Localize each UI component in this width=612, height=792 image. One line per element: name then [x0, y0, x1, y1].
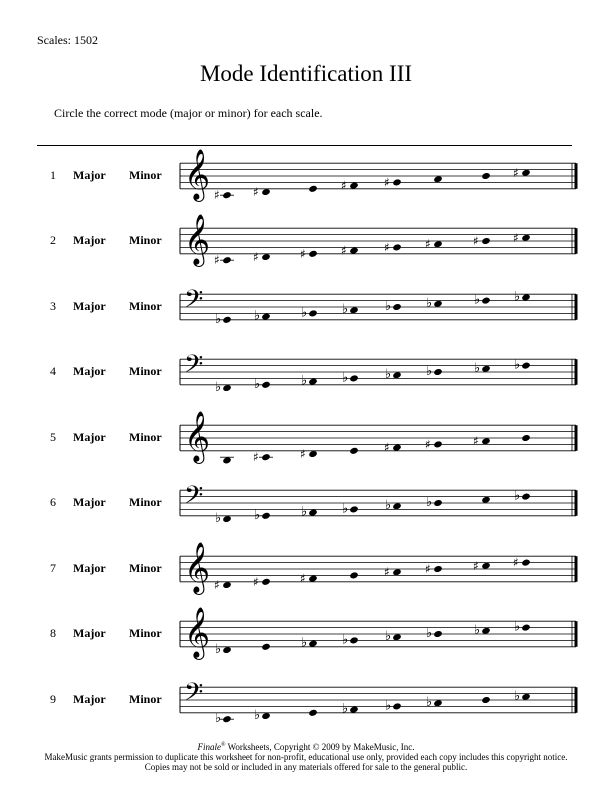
flat-icon: ♭: [426, 695, 433, 711]
flat-icon: ♭: [385, 299, 392, 314]
notehead: [349, 636, 359, 644]
note: [514, 358, 531, 373]
note: [514, 289, 531, 304]
sharp-icon: ♯: [473, 558, 479, 573]
bass-clef-icon: 𝄢: [184, 678, 204, 713]
note: [215, 511, 232, 526]
note: [253, 250, 271, 264]
flat-icon: ♭: [514, 289, 521, 305]
notehead: [261, 453, 271, 461]
flat-icon: ♭: [215, 642, 222, 657]
sharp-icon: ♯: [300, 571, 306, 586]
music-staff: [0, 408, 612, 468]
major-option[interactable]: Major: [73, 168, 106, 182]
minor-option[interactable]: Minor: [129, 561, 162, 575]
flat-icon: ♭: [254, 708, 261, 723]
exercise-number: 3: [50, 299, 56, 313]
major-option[interactable]: Major: [73, 561, 106, 575]
note: [521, 434, 531, 442]
major-option[interactable]: Major: [73, 692, 106, 706]
notehead: [349, 505, 359, 513]
music-staff: [0, 473, 612, 533]
notehead: [222, 316, 232, 324]
flat-icon: ♭: [385, 498, 392, 514]
note: [474, 293, 491, 308]
sharp-icon: ♯: [473, 434, 479, 449]
note: [473, 434, 491, 448]
note: [220, 456, 234, 464]
flat-icon: ♭: [342, 701, 349, 717]
note: [513, 166, 531, 180]
notehead: [308, 309, 318, 317]
note: [342, 370, 359, 385]
notehead: [433, 565, 443, 573]
note: [342, 702, 359, 717]
note: [254, 508, 271, 523]
notehead: [521, 434, 531, 442]
note: [481, 172, 491, 180]
music-staff: [0, 539, 612, 599]
exercise-number: 1: [50, 168, 56, 182]
notehead: [481, 696, 491, 704]
note: [473, 559, 491, 573]
note: [214, 253, 234, 267]
notehead: [521, 362, 531, 370]
exercise-number: 8: [50, 626, 56, 640]
exercise-number: 2: [50, 233, 56, 247]
exercise-number: 4: [50, 364, 56, 378]
notehead: [222, 256, 232, 264]
treble-clef-icon: 𝄞: [184, 214, 211, 265]
sharp-icon: ♯: [253, 574, 259, 589]
note: [341, 179, 359, 193]
flat-icon: ♭: [254, 507, 261, 523]
bass-clef-icon: 𝄢: [184, 285, 204, 320]
treble-clef-icon: 𝄞: [184, 411, 211, 462]
music-staff: [0, 342, 612, 402]
notehead: [222, 191, 232, 199]
exercise-number: 5: [50, 430, 56, 444]
notehead: [433, 368, 443, 376]
flat-icon: ♭: [301, 305, 308, 321]
flat-icon: ♭: [426, 364, 433, 379]
sharp-icon: ♯: [513, 165, 519, 180]
note: [426, 495, 443, 510]
footer-copyright: Worksheets, Copyright © 2009 by MakeMusic, Inc.: [225, 742, 415, 752]
note: [341, 244, 359, 258]
flat-icon: ♭: [342, 501, 349, 517]
minor-option[interactable]: Minor: [129, 626, 162, 640]
footer-registered-mark: ®: [221, 742, 226, 748]
note: [474, 623, 491, 638]
major-option[interactable]: Major: [73, 430, 106, 444]
flat-icon: ♭: [215, 311, 222, 327]
note: [253, 450, 273, 464]
sharp-icon: ♯: [214, 253, 220, 268]
sharp-icon: ♯: [253, 250, 259, 264]
footer-line-2: MakeMusic grants permission to duplicate this worksheet for non-profit, educational use only, provided each copy includes this copyright notice.: [44, 752, 568, 762]
bass-clef-icon: 𝄢: [184, 350, 204, 385]
note: [254, 377, 271, 392]
note: [215, 312, 232, 327]
note: [301, 305, 318, 320]
exercise-number: 9: [50, 692, 56, 706]
flat-icon: ♭: [301, 373, 308, 389]
notehead: [349, 571, 359, 579]
flat-icon: ♭: [474, 360, 481, 376]
note: [349, 571, 359, 579]
flat-icon: ♭: [514, 688, 521, 704]
treble-clef-icon: 𝄞: [184, 607, 211, 658]
note: [261, 643, 271, 651]
music-staff: [0, 670, 612, 730]
sharp-icon: ♯: [384, 240, 390, 255]
flat-icon: ♭: [426, 626, 433, 641]
sharp-icon: ♯: [513, 230, 519, 245]
note: [254, 309, 271, 324]
notehead: [261, 578, 271, 586]
sharp-icon: ♯: [341, 178, 347, 193]
flat-icon: ♭: [474, 622, 481, 638]
flat-icon: ♭: [342, 370, 349, 386]
major-option[interactable]: Major: [73, 626, 106, 640]
note: [301, 505, 318, 520]
major-option[interactable]: Major: [73, 233, 106, 247]
note: [253, 185, 271, 199]
notehead: [392, 243, 402, 251]
notehead: [521, 559, 531, 567]
note: [481, 696, 491, 704]
sharp-icon: ♯: [384, 175, 390, 190]
note: [214, 578, 232, 592]
note: [385, 498, 402, 513]
music-staff: [0, 277, 612, 337]
note: [254, 708, 271, 723]
sharp-icon: ♯: [300, 246, 306, 261]
page-title: Mode Identification III: [199, 61, 413, 86]
flat-icon: ♭: [426, 495, 433, 510]
flat-icon: ♭: [215, 511, 222, 526]
notehead: [521, 624, 531, 632]
note: [342, 632, 359, 647]
notehead: [261, 512, 271, 520]
note: [426, 296, 443, 311]
note: [385, 299, 402, 314]
flat-icon: ♭: [514, 357, 521, 373]
minor-option[interactable]: Minor: [129, 692, 162, 706]
note: [300, 572, 318, 586]
note: [426, 695, 443, 710]
notehead: [308, 185, 318, 193]
flat-icon: ♭: [254, 376, 261, 392]
flat-icon: ♭: [385, 367, 392, 383]
flat-icon: ♭: [474, 292, 481, 308]
note: [514, 620, 531, 635]
note: [513, 231, 531, 245]
notehead: [308, 250, 318, 258]
note: [385, 629, 402, 644]
sharp-icon: ♯: [253, 450, 259, 465]
note: [514, 689, 531, 704]
notehead: [392, 702, 402, 710]
note: [215, 380, 232, 395]
sharp-icon: ♯: [341, 243, 347, 258]
major-option[interactable]: Major: [73, 364, 106, 378]
sharp-icon: ♯: [425, 437, 431, 452]
flat-icon: ♭: [426, 295, 433, 311]
minor-option[interactable]: Minor: [129, 430, 162, 444]
flat-icon: ♭: [301, 504, 308, 520]
footer-line-3: Copies may not be sold or included in any materials offered for sale to the general public.: [144, 762, 468, 772]
note: [474, 361, 491, 376]
notehead: [521, 493, 531, 501]
flat-icon: ♭: [342, 302, 349, 318]
music-staff: [0, 146, 612, 206]
sharp-icon: ♯: [384, 440, 390, 455]
minor-option[interactable]: Minor: [129, 168, 162, 182]
copyright-footer: [0, 740, 612, 772]
flat-icon: ♭: [385, 629, 392, 645]
bass-clef-icon: 𝄢: [184, 481, 204, 516]
footer-line-1: [0, 740, 612, 752]
sharp-icon: ♯: [425, 237, 431, 252]
note: [308, 709, 318, 717]
notehead: [481, 172, 491, 180]
flat-icon: ♭: [514, 619, 521, 635]
minor-option[interactable]: Minor: [129, 233, 162, 247]
notehead: [222, 715, 232, 723]
sharp-icon: ♯: [253, 185, 259, 199]
sharp-icon: ♯: [513, 555, 519, 570]
flat-icon: ♭: [254, 308, 261, 324]
note: [425, 237, 443, 251]
flat-icon: ♭: [215, 711, 222, 727]
notehead: [433, 499, 443, 507]
minor-option[interactable]: Minor: [129, 299, 162, 313]
minor-option[interactable]: Minor: [129, 495, 162, 509]
exercise-number: 7: [50, 561, 56, 575]
notehead: [349, 447, 359, 455]
notehead: [481, 297, 491, 305]
sharp-icon: ♯: [425, 562, 431, 576]
notehead: [261, 381, 271, 389]
notehead: [481, 237, 491, 245]
note: [342, 501, 359, 516]
note: [308, 185, 318, 193]
flat-icon: ♭: [215, 380, 222, 395]
worksheet-code: Scales: 1502: [37, 33, 98, 47]
note: [349, 447, 359, 455]
treble-clef-icon: 𝄞: [184, 149, 211, 200]
note: [214, 188, 234, 202]
note: [426, 626, 443, 641]
note: [384, 565, 402, 579]
flat-icon: ♭: [385, 698, 392, 714]
note: [514, 489, 531, 504]
sharp-icon: ♯: [473, 234, 479, 248]
note: [215, 711, 234, 726]
exercise-number: 6: [50, 495, 56, 509]
notehead: [349, 374, 359, 382]
notehead: [392, 178, 402, 186]
note: [384, 441, 402, 455]
minor-option[interactable]: Minor: [129, 364, 162, 378]
treble-clef-icon: 𝄞: [184, 542, 211, 593]
note: [301, 636, 318, 651]
notehead: [392, 303, 402, 311]
sharp-icon: ♯: [214, 578, 220, 592]
music-staff: [0, 211, 612, 271]
footer-product: Finale: [197, 742, 221, 752]
note: [301, 374, 318, 389]
flat-icon: ♭: [301, 635, 308, 651]
major-option[interactable]: Major: [73, 495, 106, 509]
sharp-icon: ♯: [300, 447, 306, 461]
music-staff: [0, 604, 612, 664]
note: [342, 302, 359, 317]
notehead: [308, 709, 318, 717]
major-option[interactable]: Major: [73, 299, 106, 313]
note: [300, 447, 318, 461]
note: [426, 364, 443, 379]
note: [385, 367, 402, 382]
flat-icon: ♭: [514, 488, 521, 504]
flat-icon: ♭: [342, 632, 349, 648]
instructions: Circle the correct mode (major or minor) for each scale.: [54, 106, 323, 120]
sharp-icon: ♯: [214, 188, 220, 203]
note: [385, 698, 402, 713]
note: [215, 642, 232, 657]
sharp-icon: ♯: [384, 565, 390, 580]
notehead: [433, 630, 443, 638]
notehead: [433, 440, 443, 448]
notehead: [261, 643, 271, 651]
